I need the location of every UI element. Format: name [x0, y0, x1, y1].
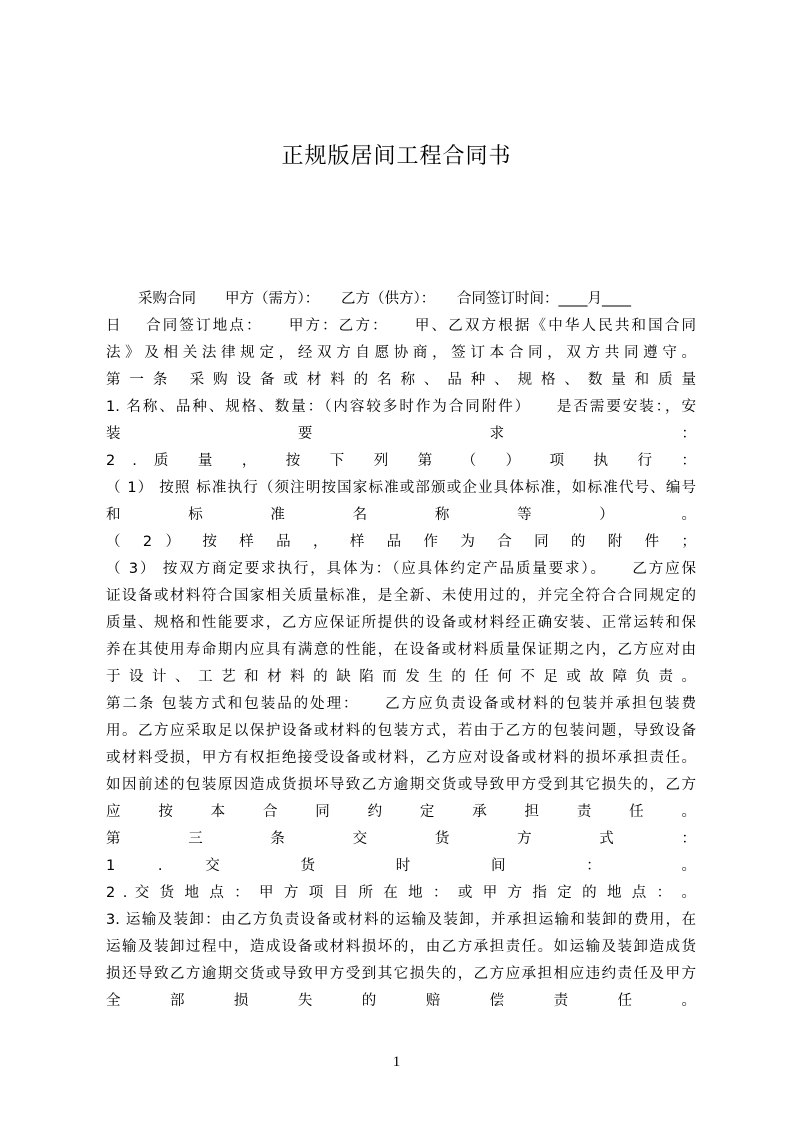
section-heading: 第 三 条 交 货 方 式 ： — [106, 831, 696, 847]
section-heading: 第一条 采购设备或材料的名称、品种、规格、数量和质量 — [106, 372, 696, 388]
body-line: （ 3） 按双方商定要求执行，具体为：（应具体约定产品质量要求）。 乙方应保 — [106, 561, 696, 577]
body-line: 或材料受损，甲方有权拒绝接受设备或材料，乙方应对设备或材料的损坏承担责任。 — [106, 750, 696, 766]
body-line: 法》及相关法律规定，经双方自愿协商，签订本合同，双方共同遵守。 — [106, 345, 696, 361]
body-line: 养在其使用寿命期内应具有满意的性能，在设备或材料质量保证期之内，乙方应对由 — [106, 642, 696, 658]
body-line: 1 . 交 货 时 间 ： 。 — [106, 858, 696, 874]
body-line: 装 要 求 ： — [106, 426, 696, 442]
body-line: 2 . 质 量 ， 按 下 列 第 （ ） 项 执 行 ： — [106, 453, 696, 469]
body-line: 于设计、工艺和材料的缺陷而发生的任何不足或故障负责。 — [106, 669, 696, 685]
body-line: （ 1） 按照 标准执行（须注明按国家标准或部颁或企业具体标准，如标准代号、编号 — [106, 480, 696, 496]
body-line: 证设备或材料符合国家相关质量标准，是全新、未使用过的，并完全符合合同规定的 — [106, 588, 696, 604]
contract-body — [106, 286, 696, 1015]
page-number: 1 — [392, 1054, 401, 1070]
body-line: 如因前述的包装原因造成货损坏导致乙方逾期交货或导致甲方受到其它损失的，乙方 — [106, 777, 696, 793]
body-line: 应 按 本 合 同 约 定 承 担 责 任 。 — [106, 804, 696, 820]
body-line: 3. 运输及装卸：由乙方负责设备或材料的运输及装卸，并承担运输和装卸的费用，在 — [106, 912, 696, 928]
body-line: 用。乙方应采取足以保护设备或材料的包装方式，若由于乙方的包装问题，导致设备 — [106, 723, 696, 739]
section-heading: 第二条 包装方式和包装品的处理： 乙方应负责设备或材料的包装并承担包装费 — [106, 696, 696, 712]
document-title: 正规版居间工程合同书 — [281, 144, 512, 169]
body-line: 日 合同签订地点： 甲方：乙方： 甲、乙双方根据《中华人民共和国合同 — [106, 318, 696, 334]
body-line: 全 部 损 失 的 赔 偿 责 任 。 — [106, 993, 696, 1009]
body-line: 1. 名称、品种、规格、数量：（内容较多时作为合同附件） 是否需要安装：，安 — [106, 399, 696, 415]
body-line: 和 标 准 名 称 等 ） 。 — [106, 507, 696, 523]
body-line: （ 2 ） 按 样 品 ， 样 品 作 为 合 同 的 附 件 ； — [106, 534, 696, 550]
body-line: 质量、规格和性能要求，乙方应保证所提供的设备或材料经正确安装、正常运转和保 — [106, 615, 696, 631]
body-line: 损还导致乙方逾期交货或导致甲方受到其它损失的，乙方应承担相应违约责任及甲方 — [106, 966, 696, 982]
body-line: 2 . 交 货 地 点 ： 甲 方 项 目 所 在 地 ： 或 甲 方 指 定 的 地 点 ： 。 — [106, 885, 696, 901]
body-line: 运输及装卸过程中，造成设备或材料损坏的，由乙方承担责任。如运输及装卸造成货 — [106, 939, 696, 955]
body-line: 采购合同 甲方（需方）： 乙方（供方）： 合同签订时间：____月____ — [138, 291, 631, 307]
